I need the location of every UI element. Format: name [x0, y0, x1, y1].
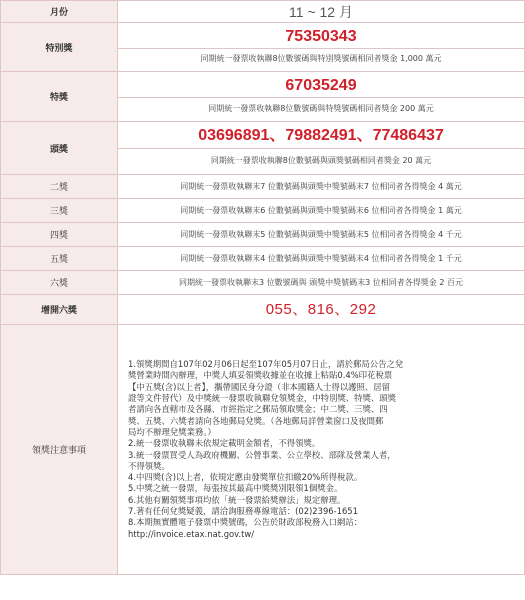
notes-row: [1, 325, 525, 575]
notes-cell: [118, 325, 525, 575]
notes-line: 【中五獎(含)以上者】，攜帶國民身分證（非本國籍人士得以護照、居留: [128, 381, 390, 392]
notes-label: 領獎注意事項: [1, 325, 118, 575]
first-prize-cell: [118, 122, 525, 175]
notes-line: 4.中四獎(含)以上者，依規定應由發獎單位扣繳20%所得稅款。: [128, 472, 363, 483]
notes-line: 者請向各直轄市及各縣、市經指定之郵局領取獎金；中二獎、三獎、四: [128, 404, 388, 415]
special-prize-cell: [118, 23, 525, 72]
notes-line: 7.著有任何兌獎疑義，請洽詢服務專線電話：(02)2396-1651: [128, 505, 358, 516]
extra-sixth-prize-numbers: 055、816、292: [265, 300, 377, 318]
extra-sixth-prize-cell: [118, 295, 525, 325]
first-prize-desc: 同期統一發票收執聯8位數號碼與頭獎號碼相同者獎金 20 萬元: [118, 148, 524, 172]
grand-prize-number: 67035249: [285, 76, 357, 94]
extra-sixth-prize-row: [1, 295, 525, 325]
fifth-prize-row: [1, 247, 525, 271]
sixth-prize-row: [1, 271, 525, 295]
third-prize-label: 三獎: [1, 199, 118, 223]
grand-prize-cell: [118, 72, 525, 122]
notes-line: 1.領獎期間自107年02月06日起至107年05月07日止，請於郵局公告之兌: [128, 359, 404, 370]
notes-line: 6.其他有關領獎事項均依「統一發票給獎辦法」規定辦理。: [128, 494, 346, 505]
notes-line: 2.統一發票收執聯未依規定載明金額者，不得領獎。: [128, 438, 321, 449]
first-prize-row: [1, 122, 525, 175]
month-value: 11 ~ 12 月: [289, 3, 353, 20]
fifth-prize-desc: 同期統一發票收執聯末4 位數號碼與頭獎中獎號碼末4 位相同者各得獎金 1 千元: [118, 247, 525, 271]
notes-line: 獎、五獎、六獎者請向各地郵局兌獎。（各地郵局詳營業窗口及夜間郵: [128, 415, 384, 426]
third-prize-desc: 同期統一發票收執聯末6 位數號碼與頭獎中獎號碼末6 位相同者各得獎金 1 萬元: [118, 199, 525, 223]
grand-prize-label: 特獎: [1, 72, 118, 122]
special-prize-desc: 同期統一發票收執聯8位數號碼與特別獎號碼相同者獎金 1,000 萬元: [118, 48, 524, 68]
notes-line: 不得領獎。: [128, 460, 170, 471]
third-prize-row: [1, 199, 525, 223]
notes-line: 5.中獎之統一發票，每張按其最高中獎獎別限領1個獎金。: [128, 483, 343, 494]
special-prize-label: 特別獎: [1, 23, 118, 72]
special-prize-number: 75350343: [285, 28, 357, 45]
notes-line: 局均不辦理兌獎業務。）: [128, 426, 216, 437]
invoice-website-link[interactable]: http://invoice.etax.nat.gov.tw/: [128, 528, 255, 539]
second-prize-row: [1, 175, 525, 199]
month-row: [1, 1, 525, 23]
special-prize-row: [1, 23, 525, 72]
fourth-prize-row: [1, 223, 525, 247]
first-prize-label: 頭獎: [1, 122, 118, 175]
second-prize-label: 二獎: [1, 175, 118, 199]
sixth-prize-label: 六獎: [1, 271, 118, 295]
notes-line: 獎營業時間內辦理，中獎人填妥領獎收據並在收據上粘貼0.4%印花稅票: [128, 370, 393, 381]
month-label: 月份: [1, 1, 118, 23]
first-prize-numbers: 03696891、79882491、77486437: [198, 127, 444, 144]
grand-prize-row: [1, 72, 525, 122]
month-value-cell: [118, 1, 525, 23]
fourth-prize-desc: 同期統一發票收執聯末5 位數號碼與頭獎中獎號碼末5 位相同者各得獎金 4 千元: [118, 223, 525, 247]
notes-line: 證等文件替代）及中獎統一發票收執聯兌領獎金，中特別獎、特獎、頭獎: [128, 393, 396, 404]
sixth-prize-desc: 同期統一發票收執聯末3 位數號碼與 頭獎中獎號碼末3 位相同者各得獎金 2 百元: [118, 271, 525, 295]
grand-prize-desc: 同期統一發票收執聯8位數號碼與特獎號碼相同者獎金 200 萬元: [118, 97, 524, 119]
fifth-prize-label: 五獎: [1, 247, 118, 271]
notes-line: 8.本期無實體電子發票中獎號碼，公告於財政部稅務入口網站：: [128, 517, 363, 528]
fourth-prize-label: 四獎: [1, 223, 118, 247]
second-prize-desc: 同期統一發票收執聯末7 位數號碼與頭獎中獎號碼末7 位相同者各得獎金 4 萬元: [118, 175, 525, 199]
extra-sixth-prize-label: 增開六獎: [1, 295, 118, 325]
notes-line: 3.統一發票買受人為政府機關、公營事業、公立學校、部隊及營業人者，: [128, 449, 396, 460]
